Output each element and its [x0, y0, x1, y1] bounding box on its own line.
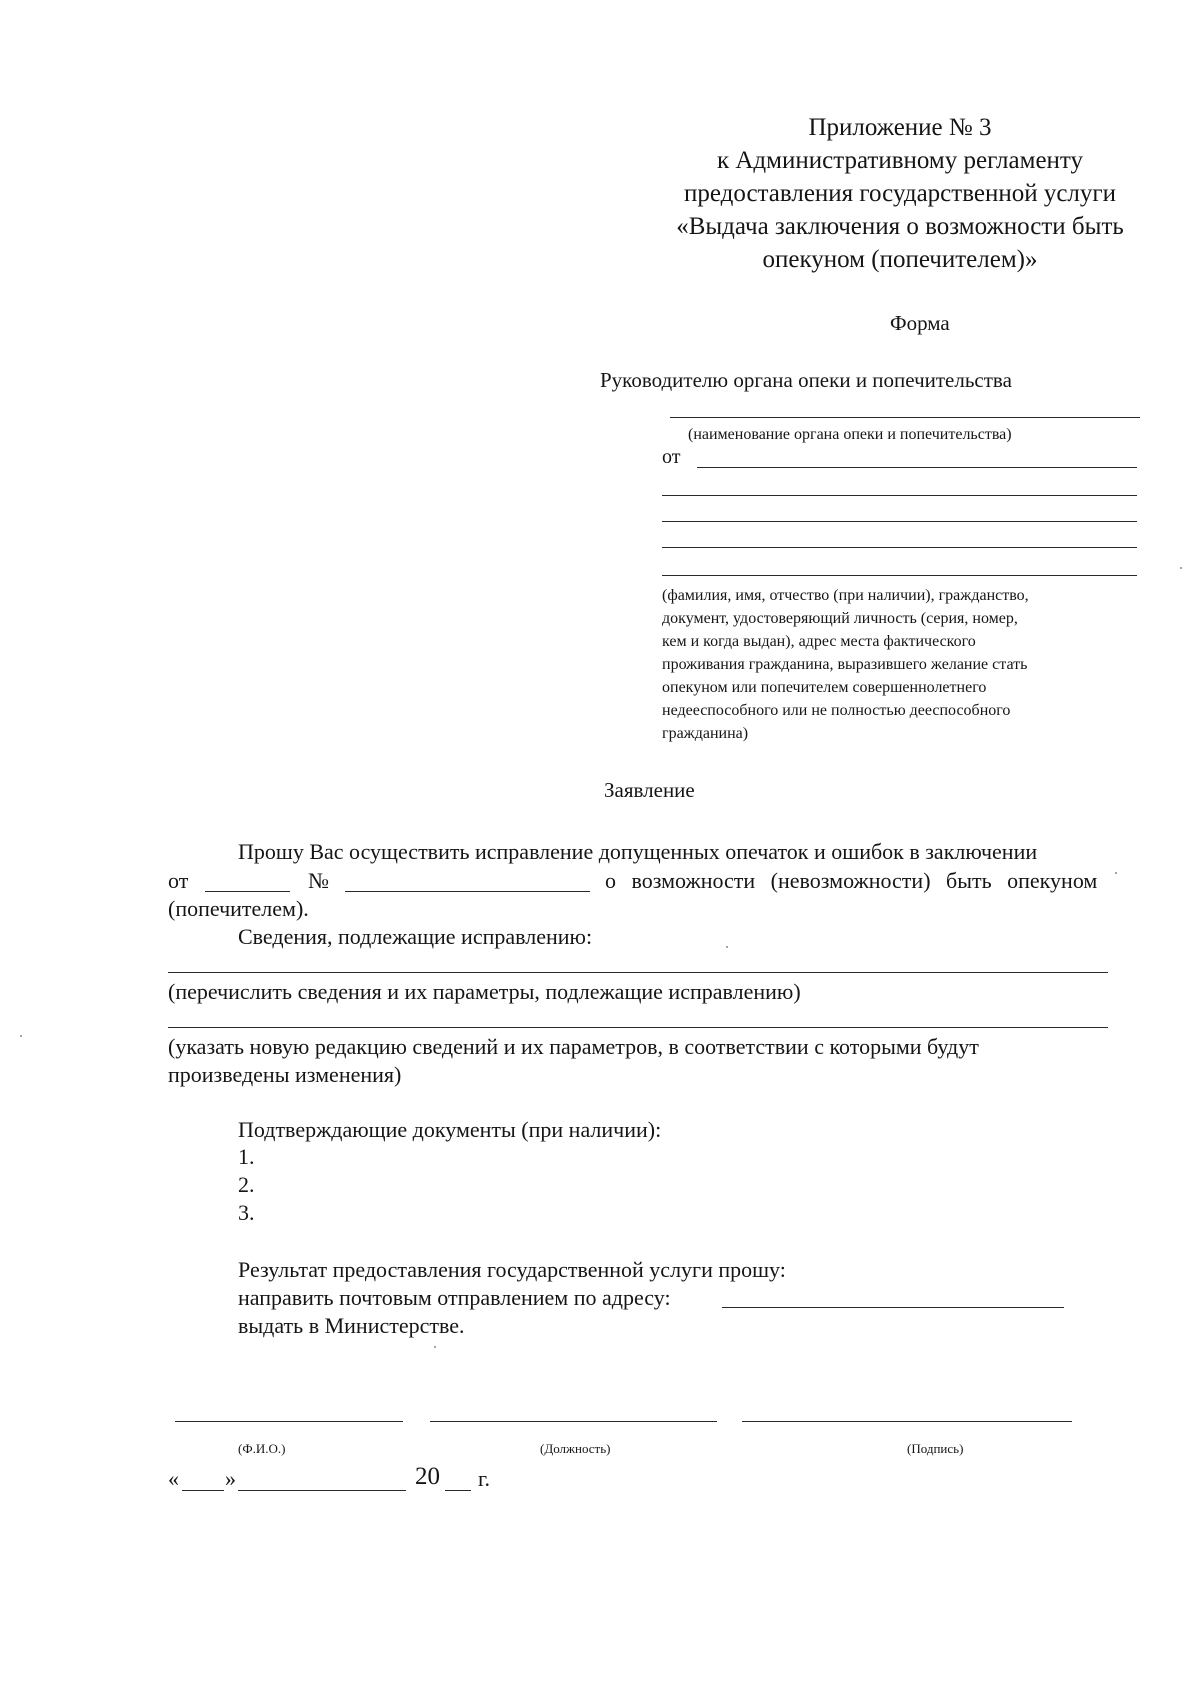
applicant-line-5	[662, 575, 1137, 576]
fio-line	[175, 1421, 403, 1422]
info-list-caption: (перечислить сведения и их параметры, подлежащие исправлению)	[168, 979, 801, 1004]
document-item-2: 2.	[238, 1172, 255, 1197]
annex-regulation: к Административному регламенту	[716, 147, 1084, 174]
date-open-quote: «	[168, 1466, 179, 1491]
conclusion-date-line	[205, 891, 290, 892]
annex-service: предоставления государственной услуги	[683, 180, 1117, 207]
org-name-caption: (наименование органа опеки и попечительства)	[688, 426, 1012, 443]
date-year-line	[445, 1490, 471, 1491]
scan-speck	[434, 1346, 436, 1348]
info-list-line	[168, 972, 1108, 973]
statement-number-sign: №	[308, 868, 329, 893]
position-line	[430, 1421, 717, 1422]
signature-line	[742, 1421, 1072, 1422]
new-edition-line	[168, 1027, 1108, 1028]
result-label: Результат предоставления государственной услуги прошу:	[238, 1257, 786, 1282]
new-edition-caption-2: произведены изменения)	[168, 1062, 402, 1087]
scan-speck	[1180, 567, 1182, 569]
annex-service-title: «Выдача заключения о возможности быть	[676, 213, 1124, 240]
signature-caption: (Подпись)	[907, 1441, 964, 1456]
conclusion-number-line	[345, 891, 590, 892]
applicant-line-2	[662, 495, 1137, 496]
statement-line-3: (попечителем).	[168, 896, 309, 921]
applicant-line-1	[697, 467, 1137, 468]
date-close-quote: »	[225, 1466, 236, 1491]
scan-speck	[20, 1035, 22, 1037]
date-month-line	[238, 1490, 406, 1491]
addressee-to: Руководителю органа опеки и попечительства	[600, 368, 1012, 392]
date-year-suffix: г.	[478, 1466, 491, 1491]
form-label: Форма	[890, 311, 950, 335]
statement-title: Заявление	[604, 778, 695, 802]
new-edition-caption-1: (указать новую редакцию сведений и их параметров, в соответствии с которыми будут	[168, 1034, 979, 1059]
fio-caption: (Ф.И.О.)	[238, 1441, 286, 1456]
info-label: Сведения, подлежащие исправлению:	[238, 924, 593, 949]
annex-number: Приложение № 3	[808, 114, 992, 141]
result-option-mail: направить почтовым отправлением по адресу:	[238, 1285, 671, 1310]
statement-line-1: Прошу Вас осуществить исправление допущенных опечаток и ошибок в заключении	[238, 839, 1038, 864]
mail-address-line	[722, 1307, 1064, 1308]
applicant-line-4	[662, 547, 1137, 548]
from-label: от	[662, 446, 681, 468]
documents-label: Подтверждающие документы (при наличии):	[238, 1117, 662, 1142]
applicant-line-3	[662, 521, 1137, 522]
document-item-1: 1.	[238, 1144, 255, 1169]
result-option-ministry: выдать в Министерстве.	[238, 1313, 465, 1338]
document-item-3: 3.	[238, 1200, 255, 1225]
scan-speck	[1115, 872, 1117, 874]
statement-line-2-rest: о возможности (невозможности) быть опекуном	[605, 868, 1098, 893]
date-day-line	[182, 1490, 224, 1491]
org-name-line	[670, 417, 1140, 418]
scan-speck	[726, 946, 728, 948]
applicant-caption: (фамилия, имя, отчество (при наличии), гражданство, документ, удостоверяющий личность (серия, номер, кем и когда выдан), адрес места фактического проживания гражданина, выразившего желание стать опекуном или попечителем совершеннолетнего недееспособного или не полностью дееспособного гражданина)	[662, 587, 1029, 742]
position-caption: (Должность)	[540, 1441, 611, 1456]
date-year-prefix: 20	[415, 1463, 440, 1490]
annex-service-title-end: опекуном (попечителем)»	[762, 246, 1038, 273]
statement-from-word: от	[168, 868, 189, 893]
